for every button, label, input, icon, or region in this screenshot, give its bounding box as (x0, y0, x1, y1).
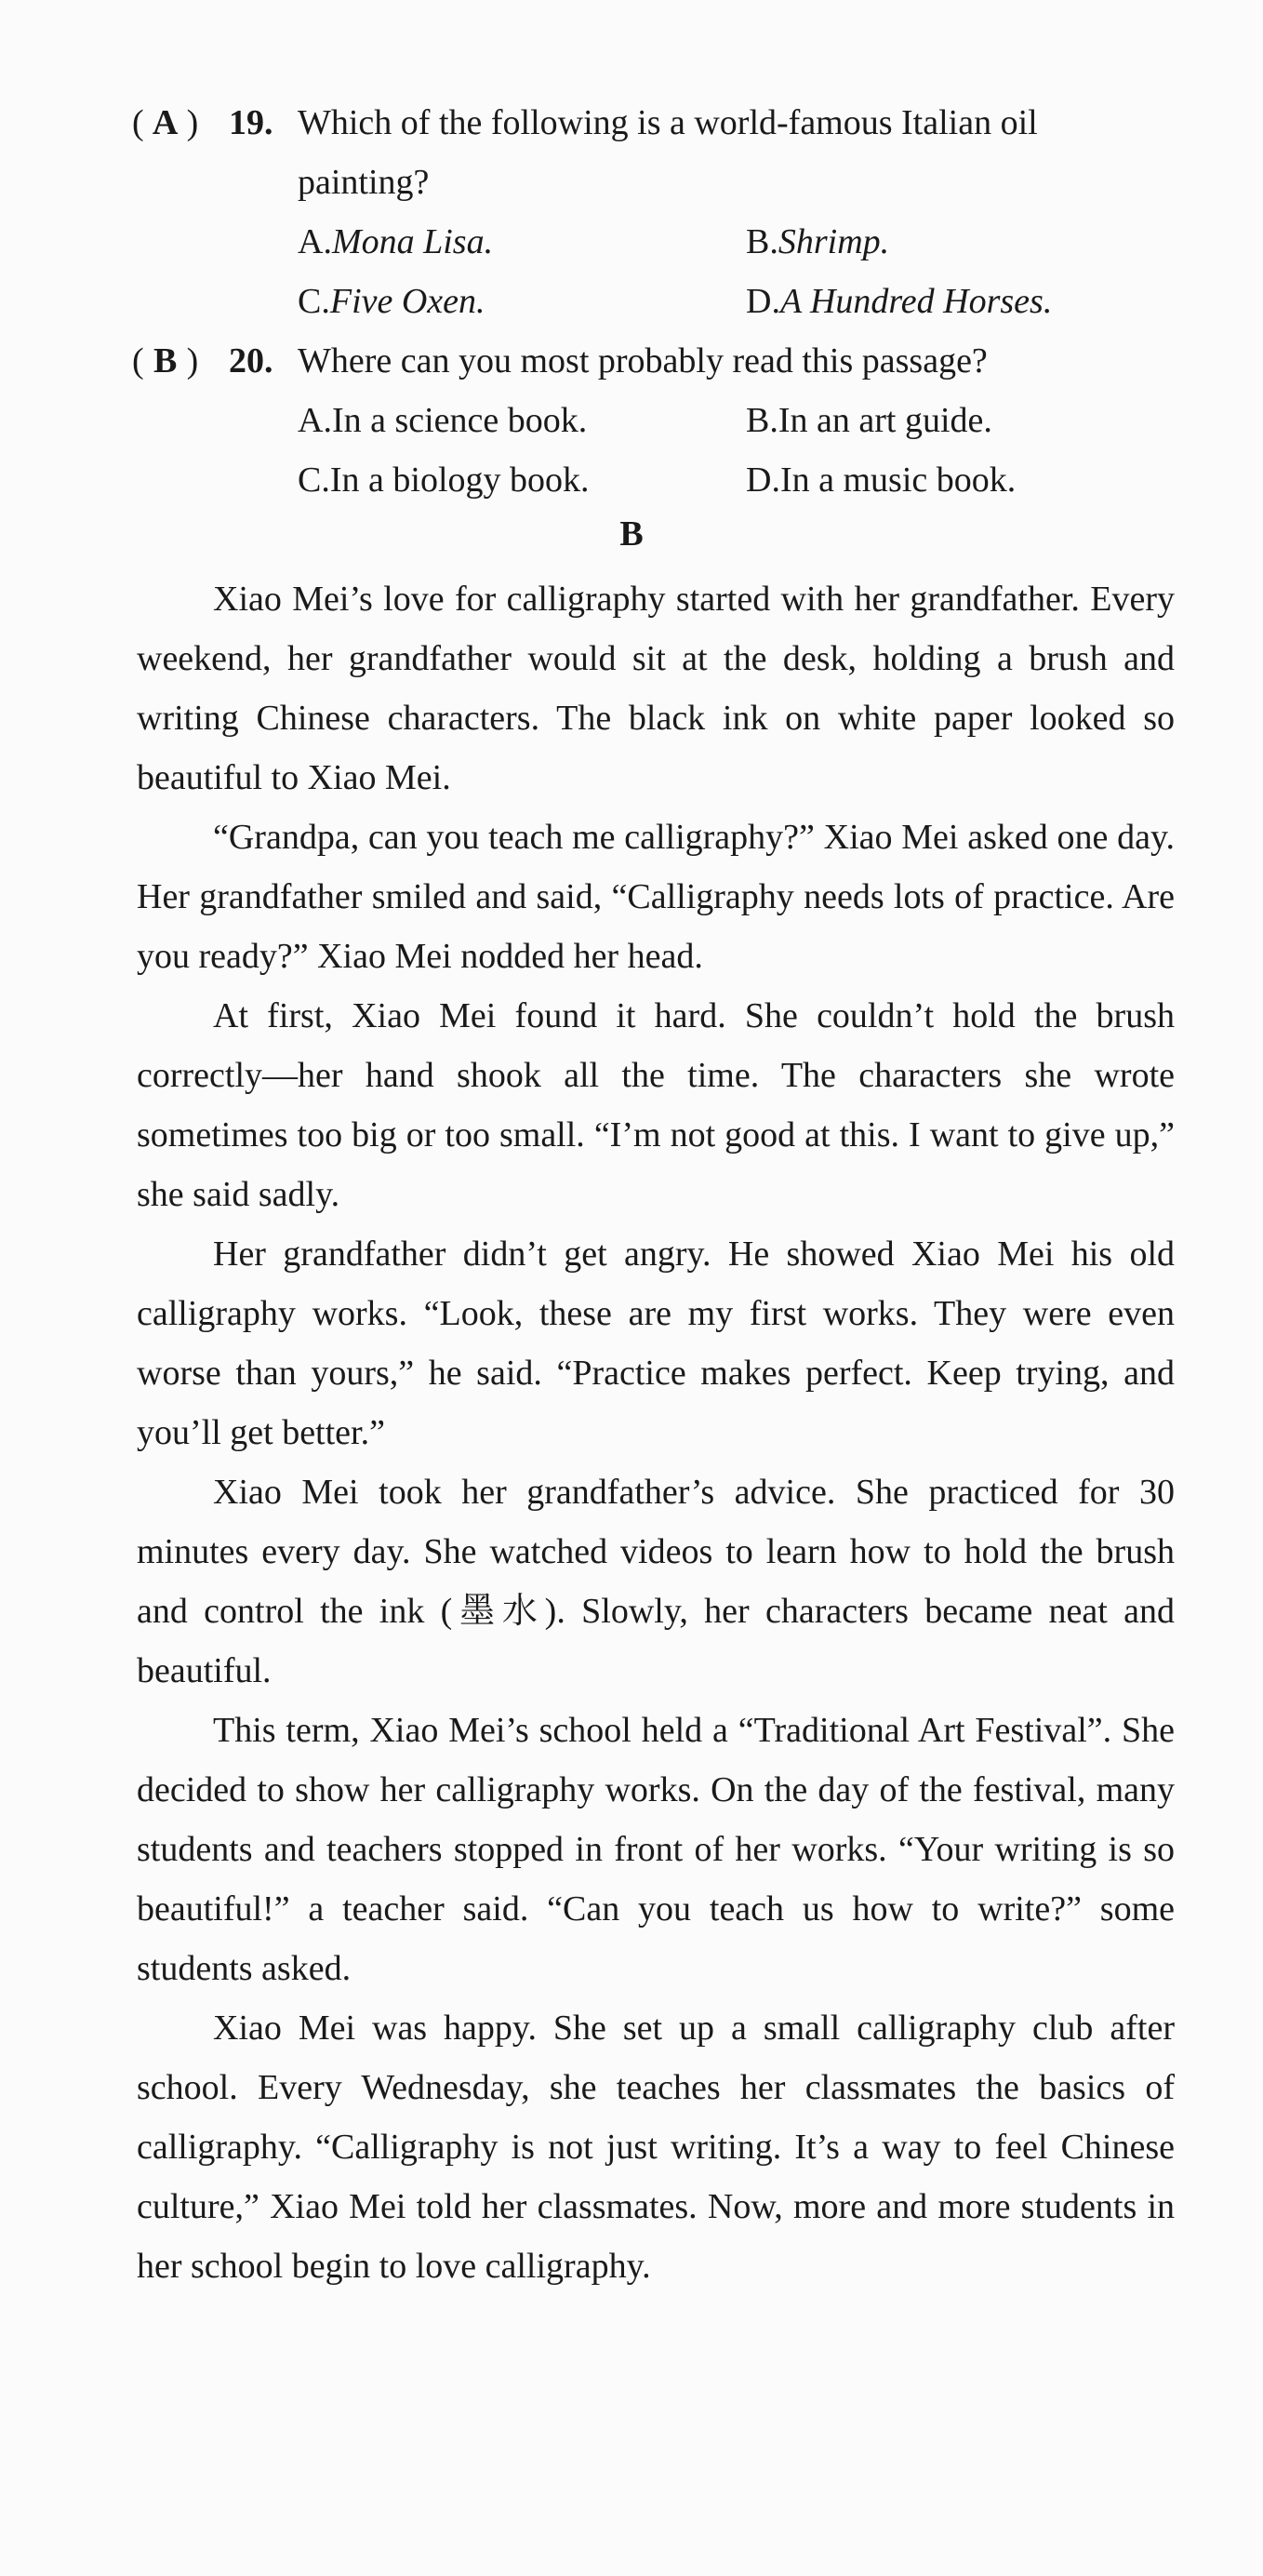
option-text: Mona Lisa. (331, 222, 494, 261)
option-text: A Hundred Horses. (779, 282, 1053, 321)
option-letter: C. (298, 460, 330, 500)
option-letter: B. (746, 401, 778, 440)
option-b (746, 391, 992, 450)
option-text: In an art guide. (778, 401, 992, 440)
passage-paragraph: This term, Xiao Mei’s school held a “Traditional Art Festival”. She decided to show her calligraphy works. On the day of the festival, many students and teachers stopped in front of her works. “Your writing is so beautiful!” a teacher said. “Can you teach us how to write?” some students asked. (137, 1711, 1175, 1988)
section-title: B (619, 514, 644, 554)
question-20-stem-line-1 (132, 331, 1183, 391)
passage-paragraph: Xiao Mei took her grandfather’s advice. She practiced for 30 minutes every day. She watched videos to learn how to hold the brush and control the ink (墨水). Slowly, her characters became neat and beautiful. (137, 1473, 1175, 1690)
answer-bracket (132, 331, 198, 391)
option-d (746, 272, 1052, 331)
bracket-close: ) (186, 341, 199, 380)
option-letter: A. (298, 222, 332, 261)
option-text: Shrimp. (778, 222, 890, 261)
option-c (298, 450, 590, 510)
question-20-options-row-2 (132, 450, 1183, 510)
question-stem-continued: painting? (298, 163, 430, 202)
option-c (298, 272, 485, 331)
question-19-options-row-1 (132, 212, 1183, 272)
option-letter: D. (746, 460, 780, 500)
bracket-open: ( (132, 341, 144, 380)
option-text: Five Oxen. (329, 282, 485, 321)
passage-paragraph: Her grandfather didn’t get angry. He showed Xiao Mei his old calligraphy works. “Look, these are my first works. They were even worse than yours,” he said. “Practice makes perfect. Keep trying, and you’ll get better.” (137, 1235, 1175, 1452)
option-a (298, 391, 587, 450)
answer-letter: A (152, 103, 179, 142)
option-d (746, 450, 1016, 510)
option-b (746, 212, 889, 272)
option-a (298, 212, 493, 272)
bracket-close: ) (186, 103, 199, 142)
bracket-open: ( (132, 103, 144, 142)
option-letter: D. (746, 282, 780, 321)
passage-paragraph: At first, Xiao Mei found it hard. She couldn’t hold the brush correctly—her hand shook all the time. The characters she wrote sometimes too big or too small. “I’m not good at this. I want to give up,” she said sadly. (137, 996, 1175, 1214)
question-number: 20. (229, 341, 273, 380)
passage-paragraph: Xiao Mei’s love for calligraphy started with her grandfather. Every weekend, her grandfather would sit at the desk, holding a brush and writing Chinese characters. The black ink on white paper looked so beautiful to Xiao Mei. (137, 580, 1175, 797)
question-19-options-row-2 (132, 272, 1183, 331)
question-list (132, 93, 1183, 510)
question-19-stem-line-1 (132, 93, 1183, 153)
passage-paragraph: Xiao Mei was happy. She set up a small calligraphy club after school. Every Wednesday, she teaches her classmates the basics of calligraphy. “Calligraphy is not just writing. It’s a way to feel Chinese culture,” Xiao Mei told her classmates. Now, more and more students in her school begin to love calligraphy. (137, 2009, 1175, 2286)
option-text: In a biology book. (329, 460, 590, 500)
answer-letter: B (153, 341, 178, 380)
passage-paragraph: “Grandpa, can you teach me calligraphy?” Xiao Mei asked one day. Her grandfather smiled and said, “Calligraphy needs lots of practice. Are you ready?” Xiao Mei nodded her head. (137, 818, 1175, 976)
question-stem: Where can you most probably read this passage? (298, 341, 988, 380)
question-stem: Which of the following is a world-famous Italian oil (298, 103, 1038, 142)
option-text: In a music book. (779, 460, 1017, 500)
option-letter: A. (298, 401, 332, 440)
question-20-options-row-1 (132, 391, 1183, 450)
question-number: 19. (229, 103, 273, 142)
reading-passage (137, 569, 1175, 2296)
option-letter: B. (746, 222, 778, 261)
question-19-stem-line-2 (132, 153, 1183, 212)
option-text: In a science book. (331, 401, 588, 440)
answer-bracket (132, 93, 198, 153)
option-letter: C. (298, 282, 330, 321)
